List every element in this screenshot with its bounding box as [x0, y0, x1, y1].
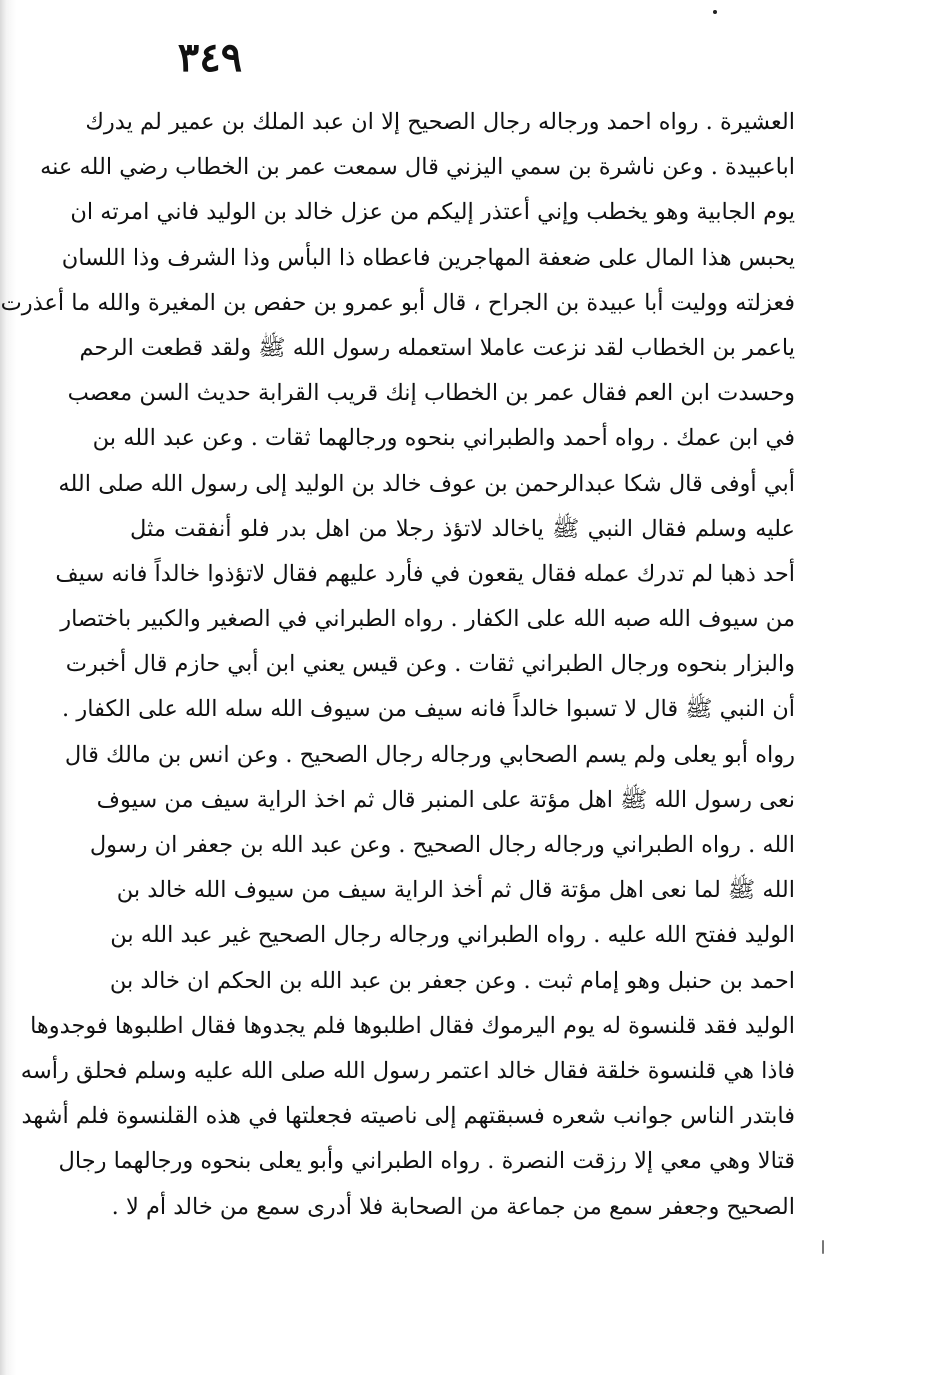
text-line-18: الله ﷺ لما نعى اهل مؤتة قال ثم أخذ الراية سيف من سيوف الله خالد بن	[116, 877, 795, 904]
text-line-4: يحبس هذا المال على ضعفة المهاجرين فاعطاه ذا البأس وذا الشرف وذا اللسان	[61, 244, 795, 271]
text-line-13: والبزار بنحوه ورجال الطبراني ثقات . وعن قيس يعني ابن أبي حازم قال أخبرت	[65, 651, 795, 678]
text-line-21: الوليد فقد قلنسوة له يوم اليرموك فقال اطلبوها فلم يجدوها فقال اطلبوها فوجدوها	[30, 1012, 795, 1039]
text-line-25: الصحيح وجعفر سمع من جماعة من الصحابة فلا أدرى سمع من خالد أم لا .	[111, 1193, 795, 1220]
text-line-17: الله . رواه الطبراني ورجاله رجال الصحيح . وعن عبد الله بن جعفر ان رسول	[89, 832, 795, 858]
scan-edge-shadow	[0, 0, 16, 1375]
text-line-15: رواه أبو يعلى ولم يسم الصحابي ورجاله رجال الصحيح . وعن انس بن مالك قال	[64, 741, 795, 768]
text-line-23: فابتدر الناس جوانب شعره فسبقتهم إلى ناصيته فجعلتها في هذه القلنسوة فلم أشهد	[21, 1103, 795, 1130]
page-number: ٣٤٩	[177, 34, 243, 81]
text-line-3: يوم الجابية وهو يخطب وإني أعتذر إليكم من عزل خالد بن الوليد فاني امرته ان	[70, 199, 795, 226]
text-line-11: أحد ذهبا لم تدرك عمله فقال يقعون في فأرد عليهم فقال لاتؤذوا خالداً فانه سيف	[55, 560, 795, 587]
text-line-12: من سيوف الله صبه الله على الكفار . رواه الطبراني في الصغير والكبير باختصار	[60, 606, 795, 633]
text-line-14: أن النبي ﷺ قال لا تسبوا خالداً فانه سيف من سيوف الله سله الله على الكفار .	[62, 696, 795, 723]
ink-speck	[822, 1240, 824, 1254]
text-line-9: أبي أوفى قال شكا عبدالرحمن بن عوف خالد بن الوليد إلى رسول الله صلى الله	[58, 470, 795, 497]
text-line-22: فاذا هي قلنسوة خلقة فقال خالد اعتمر رسول الله صلى الله عليه وسلم فحلق رأسه	[20, 1057, 795, 1084]
text-line-10: عليه وسلم فقال النبي ﷺ ياخالد لاتؤذ رجلا من اهل بدر فلو أنفقت مثل	[130, 515, 795, 542]
body-text	[0, 100, 795, 1230]
text-line-2: اباعبيدة . وعن ناشرة بن سمي اليزني قال سمعت عمر بن الخطاب رضي الله عنه	[40, 154, 795, 181]
text-line-8: في ابن عمك . رواه أحمد والطبراني بنحوه ورجالهما ثقات . وعن عبد الله بن	[92, 425, 795, 452]
ink-speck	[713, 10, 717, 14]
text-line-19: الوليد ففتح الله عليه . رواه الطبراني ورجاله رجال الصحيح غير عبد الله بن	[110, 922, 795, 949]
text-line-6: ياعمر بن الخطاب لقد نزعت عاملا استعمله رسول الله ﷺ ولقد قطعت الرحم	[79, 334, 795, 361]
text-line-16: نعى رسول الله ﷺ اهل مؤتة على المنبر قال ثم اخذ الراية سيف من سيوف	[96, 786, 795, 813]
text-line-1: العشيرة . رواه احمد ورجاله رجال الصحيح إلا ان عبد الملك بن عمير لم يدرك	[85, 109, 795, 135]
text-line-24: قتالا وهي معي إلا رزقت النصرة . رواه الطبراني وأبو يعلى بنحوه ورجالهما رجال	[58, 1148, 795, 1175]
text-line-7: وحسدت ابن العم فقال عمر بن الخطاب إنك قريب القرابة حديث السن معصب	[67, 380, 795, 407]
text-line-5: فعزلته ووليت أبا عبيدة بن الجراح ، قال أبو عمرو بن حفص بن المغيرة والله ما أعذرت	[0, 289, 795, 316]
text-line-20: احمد بن حنبل وهو إمام ثبت . وعن جعفر بن عبد الله بن الحكم ان خالد بن	[109, 967, 795, 994]
